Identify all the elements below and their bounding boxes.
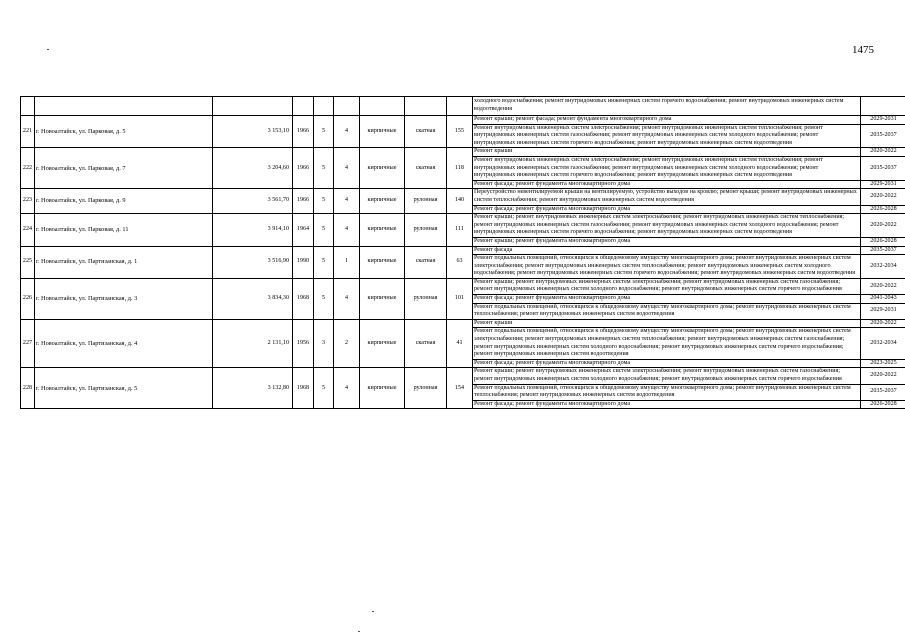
- table-row: [21, 319, 905, 328]
- work-description: Ремонт внутридомовых инженерных систем электроснабжения; ремонт внутридомовых инженерных систем теплоснабжения; ремонт внутридомовых инженерных систем газоснабжения; ремонт внутридомовых инженерных систем холодного водоснабжения; ремонт внутридомовых инженерных систем горячего водоснабжения; ремонт внутридомовых инженерных систем водоотведения: [473, 124, 861, 148]
- residents-cell: 41: [447, 319, 473, 368]
- area-cell: 3 561,70: [213, 189, 293, 214]
- row-number: 225: [21, 246, 35, 278]
- residents-cell: 118: [447, 148, 473, 189]
- work-description: Ремонт крыши: [473, 148, 861, 157]
- period-cell: 2020-2022: [861, 319, 905, 328]
- wall-material-cell: кирпичные: [360, 189, 405, 214]
- address-cell: г. Новоалтайск, ул. Парковая, д. 7: [35, 148, 213, 189]
- work-description: Переустройство невентилируемой крыши на вентилируемую, устройство выходов на кровлю; ремонт крыши; ремонт внутридомовых инженерных систем теплоснабжения; ремонт внутридомовых инженерных систем водоотведения: [473, 189, 861, 205]
- table-row: [21, 189, 905, 205]
- floors-cell: 5: [314, 189, 334, 214]
- table-row: [21, 214, 905, 238]
- floors-cell: 5: [314, 368, 334, 409]
- row-number: 222: [21, 148, 35, 189]
- work-description: Ремонт крыши; ремонт внутридомовых инженерных систем электроснабжения; ремонт внутридомовых инженерных систем теплоснабжения; ремонт внутридомовых инженерных систем газоснабжения; ремонт внутридомовых инженерных систем холодного водоснабжения; ремонт внутридомовых инженерных систем горячего водоснабжения; ремонт внутридомовых инженерных систем водоотведения: [473, 214, 861, 238]
- work-description: Ремонт фасада; ремонт фундамента многоквартирного дома: [473, 359, 861, 368]
- period-cell: 2032-2034: [861, 255, 905, 279]
- table-row: [21, 246, 905, 255]
- wall-material-cell: кирпичные: [360, 246, 405, 278]
- roof-type-cell: скатная: [405, 116, 447, 148]
- work-description: холодного водоснабжения; ремонт внутридомовых инженерных систем горячего водоснабжения; ремонт внутридомовых инженерных систем водоотведения: [473, 97, 861, 116]
- period-cell: 2026-2028: [861, 400, 905, 409]
- year-cell: 1956: [293, 319, 314, 368]
- wall-material-cell: кирпичные: [360, 368, 405, 409]
- residents-cell: 63: [447, 246, 473, 278]
- floors-cell: 5: [314, 214, 334, 246]
- work-description: Ремонт фасада; ремонт фундамента многоквартирного дома: [473, 205, 861, 214]
- period-cell: 2026-2028: [861, 237, 905, 246]
- year-cell: 1968: [293, 278, 314, 319]
- work-description: Ремонт крыши; ремонт фасада; ремонт фундамента многоквартирного дома: [473, 116, 861, 125]
- floors-cell: 3: [314, 319, 334, 368]
- period-cell: 2020-2022: [861, 214, 905, 238]
- work-description: Ремонт фасада; ремонт фундамента многоквартирного дома: [473, 295, 861, 304]
- year-cell: 1966: [293, 116, 314, 148]
- residents-cell: 140: [447, 189, 473, 214]
- work-description: Ремонт крыши: [473, 319, 861, 328]
- address-cell: г. Новоалтайск, ул. Парковая, д. 11: [35, 214, 213, 246]
- period-cell: 2023-2025: [861, 359, 905, 368]
- table-row: [21, 148, 905, 157]
- work-description: Ремонт подвальных помещений, относящихся к общедомовому имуществу многоквартирного дома; ремонт внутридомовых инженерных систем электроснабжения; ремонт внутридомовых инженерных систем теплоснабжения; ремонт внутридомовых инженерных систем холодного водоснабжения; ремонт внутридомовых инженерных систем горячего водоснабжения; ремонт внутридомовых инженерных систем водоотведения: [473, 255, 861, 279]
- address-cell: г. Новоалтайск, ул. Партизанская, д. 1: [35, 246, 213, 278]
- address-cell: г. Новоалтайск, ул. Парковая, д. 9: [35, 189, 213, 214]
- row-number: 223: [21, 189, 35, 214]
- work-description: Ремонт подвальных помещений, относящихся к общедомовому имуществу многоквартирного дома; ремонт внутридомовых инженерных систем теплоснабжения; ремонт внутридомовых инженерных систем водоотведения: [473, 384, 861, 400]
- entrances-cell: 2: [334, 319, 360, 368]
- address-cell: г. Новоалтайск, ул. Партизанская, д. 3: [35, 278, 213, 319]
- period-cell: 2020-2022: [861, 278, 905, 294]
- table-row: [21, 97, 905, 116]
- period-cell: 2035-2037: [861, 384, 905, 400]
- floors-cell: 5: [314, 148, 334, 189]
- entrances-cell: 1: [334, 246, 360, 278]
- work-description: Ремонт крыши; ремонт внутридомовых инженерных систем электроснабжения; ремонт внутридомовых инженерных систем газоснабжения; ремонт внутридомовых инженерных систем холодного водоснабжения; ремонт внутридомовых инженерных систем горячего водоснабжения: [473, 278, 861, 294]
- period-cell: 2029-2031: [861, 303, 905, 319]
- row-number: 221: [21, 116, 35, 148]
- period-cell: 2029-2031: [861, 116, 905, 125]
- roof-type-cell: рулонная: [405, 278, 447, 319]
- period-cell: 2041-2043: [861, 295, 905, 304]
- work-description: Ремонт крыши; ремонт фундамента многоквартирного дома: [473, 237, 861, 246]
- period-cell: 2026-2028: [861, 205, 905, 214]
- year-cell: 1966: [293, 189, 314, 214]
- year-cell: 1966: [293, 148, 314, 189]
- floors-cell: 5: [314, 116, 334, 148]
- row-number: 226: [21, 278, 35, 319]
- work-description: Ремонт фасада; ремонт фундамента многоквартирного дома: [473, 400, 861, 409]
- row-number: 227: [21, 319, 35, 368]
- row-number: 228: [21, 368, 35, 409]
- wall-material-cell: кирпичные: [360, 148, 405, 189]
- residents-cell: 111: [447, 214, 473, 246]
- address-cell: г. Новоалтайск, ул. Парковая, д. 5: [35, 116, 213, 148]
- floors-cell: 5: [314, 278, 334, 319]
- entrances-cell: 4: [334, 278, 360, 319]
- roof-type-cell: рулонная: [405, 368, 447, 409]
- work-description: Ремонт подвальных помещений, относящихся к общедомовому имуществу многоквартирного дома; ремонт внутридомовых инженерных систем электроснабжения; ремонт внутридомовых инженерных систем теплоснабжения; ремонт внутридомовых инженерных систем газоснабжения; ремонт внутридомовых инженерных систем холодного водоснабжения; ремонт внутридомовых инженерных систем горячего водоснабжения; ремонт внутридомовых инженерных систем водоотведения: [473, 328, 861, 359]
- floors-cell: 5: [314, 246, 334, 278]
- address-cell: г. Новоалтайск, ул. Партизанская, д. 5: [35, 368, 213, 409]
- entrances-cell: 4: [334, 214, 360, 246]
- table-row: [21, 368, 905, 384]
- residents-cell: 155: [447, 116, 473, 148]
- table-row: [21, 278, 905, 294]
- period-cell: 2035-2037: [861, 156, 905, 180]
- roof-type-cell: скатная: [405, 319, 447, 368]
- scan-speck: [358, 631, 360, 632]
- entrances-cell: 4: [334, 368, 360, 409]
- roof-type-cell: скатная: [405, 246, 447, 278]
- period-cell: 2035-2037: [861, 124, 905, 148]
- year-cell: 1990: [293, 246, 314, 278]
- residents-cell: 101: [447, 278, 473, 319]
- area-cell: 3 132,80: [213, 368, 293, 409]
- page-number: 1475: [852, 44, 874, 56]
- residents-cell: 154: [447, 368, 473, 409]
- area-cell: 3 516,90: [213, 246, 293, 278]
- area-cell: 3 834,30: [213, 278, 293, 319]
- roof-type-cell: скатная: [405, 148, 447, 189]
- roof-type-cell: рулонная: [405, 214, 447, 246]
- address-cell: г. Новоалтайск, ул. Партизанская, д. 4: [35, 319, 213, 368]
- year-cell: 1968: [293, 368, 314, 409]
- scan-speck: [372, 611, 374, 612]
- repair-schedule-table: [20, 96, 905, 409]
- period-cell: 2032-2034: [861, 328, 905, 359]
- area-cell: 2 131,10: [213, 319, 293, 368]
- area-cell: 3 914,10: [213, 214, 293, 246]
- table-row: [21, 116, 905, 125]
- wall-material-cell: кирпичные: [360, 278, 405, 319]
- wall-material-cell: кирпичные: [360, 319, 405, 368]
- work-description: Ремонт подвальных помещений, относящихся к общедомовому имуществу многоквартирного дома; ремонт внутридомовых инженерных систем теплоснабжения; ремонт внутридомовых инженерных систем водоотведения: [473, 303, 861, 319]
- row-number: 224: [21, 214, 35, 246]
- year-cell: 1964: [293, 214, 314, 246]
- work-description: Ремонт крыши; ремонт внутридомовых инженерных систем электроснабжения; ремонт внутридомовых инженерных систем газоснабжения; ремонт внутридомовых инженерных систем холодного водоснабжения; ремонт внутридомовых инженерных систем горячего водоснабжения: [473, 368, 861, 384]
- area-cell: 3 153,10: [213, 116, 293, 148]
- period-cell: 2020-2022: [861, 368, 905, 384]
- entrances-cell: 4: [334, 189, 360, 214]
- wall-material-cell: кирпичные: [360, 214, 405, 246]
- area-cell: 3 204,60: [213, 148, 293, 189]
- work-description: Ремонт фасада: [473, 246, 861, 255]
- work-description: Ремонт фасада; ремонт фундамента многоквартирного дома: [473, 180, 861, 189]
- period-cell: 2020-2022: [861, 189, 905, 205]
- period-cell: 2035-2037: [861, 246, 905, 255]
- entrances-cell: 4: [334, 116, 360, 148]
- entrances-cell: 4: [334, 148, 360, 189]
- work-description: Ремонт внутридомовых инженерных систем электроснабжения; ремонт внутридомовых инженерных систем теплоснабжения; ремонт внутридомовых инженерных систем газоснабжения; ремонт внутридомовых инженерных систем холодного водоснабжения; ремонт внутридомовых инженерных систем горячего водоснабжения; ремонт внутридомовых инженерных систем водоотведения: [473, 156, 861, 180]
- period-cell: 2029-2031: [861, 180, 905, 189]
- roof-type-cell: рулонная: [405, 189, 447, 214]
- scan-speck: [47, 49, 49, 50]
- period-cell: 2020-2022: [861, 148, 905, 157]
- wall-material-cell: кирпичные: [360, 116, 405, 148]
